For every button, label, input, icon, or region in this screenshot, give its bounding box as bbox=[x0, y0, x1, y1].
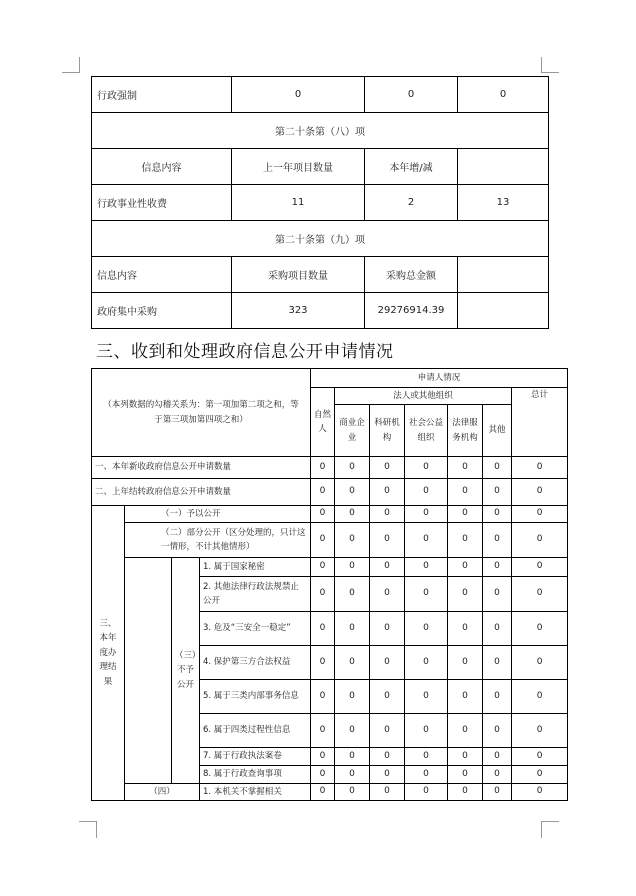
table-cell: 29276914.39 bbox=[365, 293, 458, 329]
row-label: 信息内容 bbox=[92, 257, 232, 293]
table-cell: 0 bbox=[405, 577, 448, 612]
table-cell: 0 bbox=[311, 577, 335, 612]
table-cell: 0 bbox=[335, 748, 370, 766]
table-cell: 0 bbox=[483, 558, 512, 577]
table-cell: 13 bbox=[458, 185, 549, 221]
table-cell: 0 bbox=[335, 523, 370, 558]
table-row bbox=[92, 457, 568, 479]
table-cell: 0 bbox=[512, 784, 568, 801]
table-cell: 0 bbox=[405, 612, 448, 646]
crop-mark-bottom-right-v bbox=[541, 821, 542, 838]
table-cell: 0 bbox=[483, 714, 512, 748]
table-cell: 0 bbox=[448, 680, 483, 714]
table-row bbox=[92, 506, 568, 523]
table-cell: 0 bbox=[405, 523, 448, 558]
row-label: （一）予以公开 bbox=[125, 506, 311, 523]
crop-mark-top-right-v bbox=[541, 57, 542, 73]
table-cell: 0 bbox=[512, 506, 568, 523]
table-row bbox=[92, 479, 568, 506]
table-cell: 0 bbox=[370, 680, 405, 714]
table-cell: 0 bbox=[335, 784, 370, 801]
disclosure-table-top bbox=[91, 76, 549, 329]
column-header: 其他 bbox=[483, 405, 512, 457]
table-cell: 0 bbox=[448, 457, 483, 479]
table-cell: 0 bbox=[370, 479, 405, 506]
table-cell: 11 bbox=[232, 185, 365, 221]
section-title: 第二十条第（九）项 bbox=[92, 221, 549, 257]
table-cell: 0 bbox=[448, 784, 483, 801]
row-label: 政府集中采购 bbox=[92, 293, 232, 329]
table-cell: 0 bbox=[512, 558, 568, 577]
table-cell: 0 bbox=[483, 612, 512, 646]
table-cell: 0 bbox=[335, 714, 370, 748]
table-row bbox=[92, 77, 549, 113]
applicant-header: 申请人情况 bbox=[311, 369, 568, 388]
table-cell: 0 bbox=[448, 766, 483, 784]
not-open-group-label: （三）不予公开 bbox=[172, 558, 200, 784]
table-cell: 0 bbox=[405, 748, 448, 766]
table-cell: 0 bbox=[311, 680, 335, 714]
table-cell: 0 bbox=[483, 646, 512, 680]
column-header: 采购总金额 bbox=[365, 257, 458, 293]
table-cell: 0 bbox=[448, 479, 483, 506]
table-row bbox=[92, 784, 568, 801]
table-cell: 0 bbox=[370, 784, 405, 801]
column-header: 商业企业 bbox=[335, 405, 370, 457]
row-label: 5. 属于三类内部事务信息 bbox=[200, 680, 311, 714]
table-cell: 0 bbox=[311, 748, 335, 766]
table-cell: 0 bbox=[335, 680, 370, 714]
crop-mark-bottom-right-h bbox=[542, 821, 559, 822]
table-cell: 0 bbox=[405, 714, 448, 748]
formula-note: （本列数据的勾稽关系为：第一项加第二项之和，等于第三项加第四项之和） bbox=[92, 369, 311, 457]
table-cell: 0 bbox=[311, 646, 335, 680]
row-label: 1. 属于国家秘密 bbox=[200, 558, 311, 577]
table-cell: 0 bbox=[335, 558, 370, 577]
table-cell: 0 bbox=[370, 558, 405, 577]
section-title: 第二十条第（八）项 bbox=[92, 113, 549, 149]
table-cell: 0 bbox=[311, 784, 335, 801]
crop-mark-top-right-h bbox=[542, 72, 559, 73]
table-cell: 0 bbox=[483, 523, 512, 558]
table-cell: 0 bbox=[335, 577, 370, 612]
crop-mark-bottom-left-h bbox=[79, 821, 96, 822]
table-cell: 0 bbox=[448, 714, 483, 748]
table-cell: 0 bbox=[448, 558, 483, 577]
table-cell: 0 bbox=[311, 457, 335, 479]
table-cell: 0 bbox=[405, 479, 448, 506]
row-label: 一、本年新收政府信息公开申请数量 bbox=[92, 457, 311, 479]
table-row bbox=[92, 149, 549, 185]
table-cell: 0 bbox=[370, 748, 405, 766]
column-header: 法律服务机构 bbox=[448, 405, 483, 457]
table-cell: 0 bbox=[405, 506, 448, 523]
table-cell: 0 bbox=[335, 506, 370, 523]
table-cell: 0 bbox=[370, 577, 405, 612]
table-cell: 0 bbox=[512, 680, 568, 714]
table-cell: 0 bbox=[311, 612, 335, 646]
row-label: （二）部分公开（区分处理的，只计这一情形，不计其他情形） bbox=[125, 523, 311, 558]
table-cell: 0 bbox=[311, 766, 335, 784]
table-row bbox=[92, 523, 568, 558]
column-header: 科研机构 bbox=[370, 405, 405, 457]
table-cell: 0 bbox=[512, 577, 568, 612]
table-cell: 0 bbox=[335, 646, 370, 680]
table-cell: 0 bbox=[512, 523, 568, 558]
row-label: 二、上年结转政府信息公开申请数量 bbox=[92, 479, 311, 506]
table-cell: 323 bbox=[232, 293, 365, 329]
table-cell: 0 bbox=[335, 766, 370, 784]
row-label: 信息内容 bbox=[92, 149, 232, 185]
table-cell: 0 bbox=[512, 457, 568, 479]
table-cell: 0 bbox=[483, 577, 512, 612]
table-cell bbox=[125, 558, 172, 784]
row-label: 4. 保护第三方合法权益 bbox=[200, 646, 311, 680]
table-cell bbox=[458, 149, 549, 185]
crop-mark-bottom-left-v bbox=[96, 821, 97, 838]
row-label: 8. 属于行政查询事项 bbox=[200, 766, 311, 784]
table-cell: 0 bbox=[370, 523, 405, 558]
table-row bbox=[92, 185, 549, 221]
table-cell: 0 bbox=[405, 784, 448, 801]
table-row bbox=[92, 293, 549, 329]
table-cell: 0 bbox=[458, 77, 549, 113]
table-cell: 0 bbox=[335, 612, 370, 646]
table-cell: 0 bbox=[311, 714, 335, 748]
cannot-provide-group-label: （四） bbox=[125, 784, 200, 801]
table-cell: 0 bbox=[448, 748, 483, 766]
row-label: 行政事业性收费 bbox=[92, 185, 232, 221]
table-cell: 0 bbox=[370, 646, 405, 680]
table-row bbox=[92, 221, 549, 257]
row-label: 1. 本机关不掌握相关 bbox=[200, 784, 311, 801]
row-label: 行政强制 bbox=[92, 77, 232, 113]
table-cell: 0 bbox=[483, 766, 512, 784]
table-row bbox=[92, 369, 568, 388]
table-cell: 0 bbox=[335, 457, 370, 479]
table-cell: 2 bbox=[365, 185, 458, 221]
crop-mark-top-left-v bbox=[79, 57, 80, 73]
table-cell: 0 bbox=[232, 77, 365, 113]
table-cell: 0 bbox=[483, 457, 512, 479]
row-label: 6. 属于四类过程性信息 bbox=[200, 714, 311, 748]
table-cell: 0 bbox=[483, 784, 512, 801]
legal-org-header: 法人或其他组织 bbox=[335, 388, 512, 405]
table-cell: 0 bbox=[311, 506, 335, 523]
table-cell: 0 bbox=[483, 479, 512, 506]
row-label: 2. 其他法律行政法规禁止公开 bbox=[200, 577, 311, 612]
table-cell: 0 bbox=[311, 523, 335, 558]
crop-mark-top-left-h bbox=[62, 72, 79, 73]
table-cell bbox=[458, 257, 549, 293]
table-cell: 0 bbox=[483, 506, 512, 523]
row-label: 7. 属于行政执法案卷 bbox=[200, 748, 311, 766]
application-table bbox=[91, 368, 568, 801]
table-row bbox=[92, 558, 568, 577]
result-group-label: 三、本年度办理结果 bbox=[92, 506, 125, 801]
total-header: 总计 bbox=[512, 388, 568, 457]
table-cell: 0 bbox=[512, 646, 568, 680]
table-cell: 0 bbox=[512, 766, 568, 784]
column-header: 本年增/减 bbox=[365, 149, 458, 185]
table-cell: 0 bbox=[512, 748, 568, 766]
table-cell: 0 bbox=[365, 77, 458, 113]
table-cell: 0 bbox=[405, 766, 448, 784]
natural-person-header: 自然人 bbox=[311, 388, 335, 457]
table-cell: 0 bbox=[448, 577, 483, 612]
table-cell: 0 bbox=[448, 612, 483, 646]
table-cell: 0 bbox=[512, 479, 568, 506]
table-cell: 0 bbox=[483, 680, 512, 714]
table-cell: 0 bbox=[512, 714, 568, 748]
table-row bbox=[92, 257, 549, 293]
table-cell: 0 bbox=[448, 506, 483, 523]
table-cell: 0 bbox=[311, 479, 335, 506]
table-cell: 0 bbox=[448, 646, 483, 680]
table-cell: 0 bbox=[448, 523, 483, 558]
row-label: 3. 危及“三安全一稳定” bbox=[200, 612, 311, 646]
table-cell: 0 bbox=[335, 479, 370, 506]
column-header: 采购项目数量 bbox=[232, 257, 365, 293]
section-heading: 三、收到和处理政府信息公开申请情况 bbox=[96, 342, 394, 362]
table-cell: 0 bbox=[370, 506, 405, 523]
table-cell: 0 bbox=[370, 766, 405, 784]
table-cell: 0 bbox=[370, 457, 405, 479]
table-cell: 0 bbox=[370, 714, 405, 748]
table-cell: 0 bbox=[512, 612, 568, 646]
column-header: 上一年项目数量 bbox=[232, 149, 365, 185]
table-cell: 0 bbox=[405, 680, 448, 714]
table-cell: 0 bbox=[370, 612, 405, 646]
table-cell: 0 bbox=[311, 558, 335, 577]
column-header: 社会公益组织 bbox=[405, 405, 448, 457]
table-cell: 0 bbox=[405, 457, 448, 479]
table-cell bbox=[458, 293, 549, 329]
table-cell: 0 bbox=[405, 646, 448, 680]
table-cell: 0 bbox=[483, 748, 512, 766]
table-row bbox=[92, 113, 549, 149]
table-cell: 0 bbox=[405, 558, 448, 577]
